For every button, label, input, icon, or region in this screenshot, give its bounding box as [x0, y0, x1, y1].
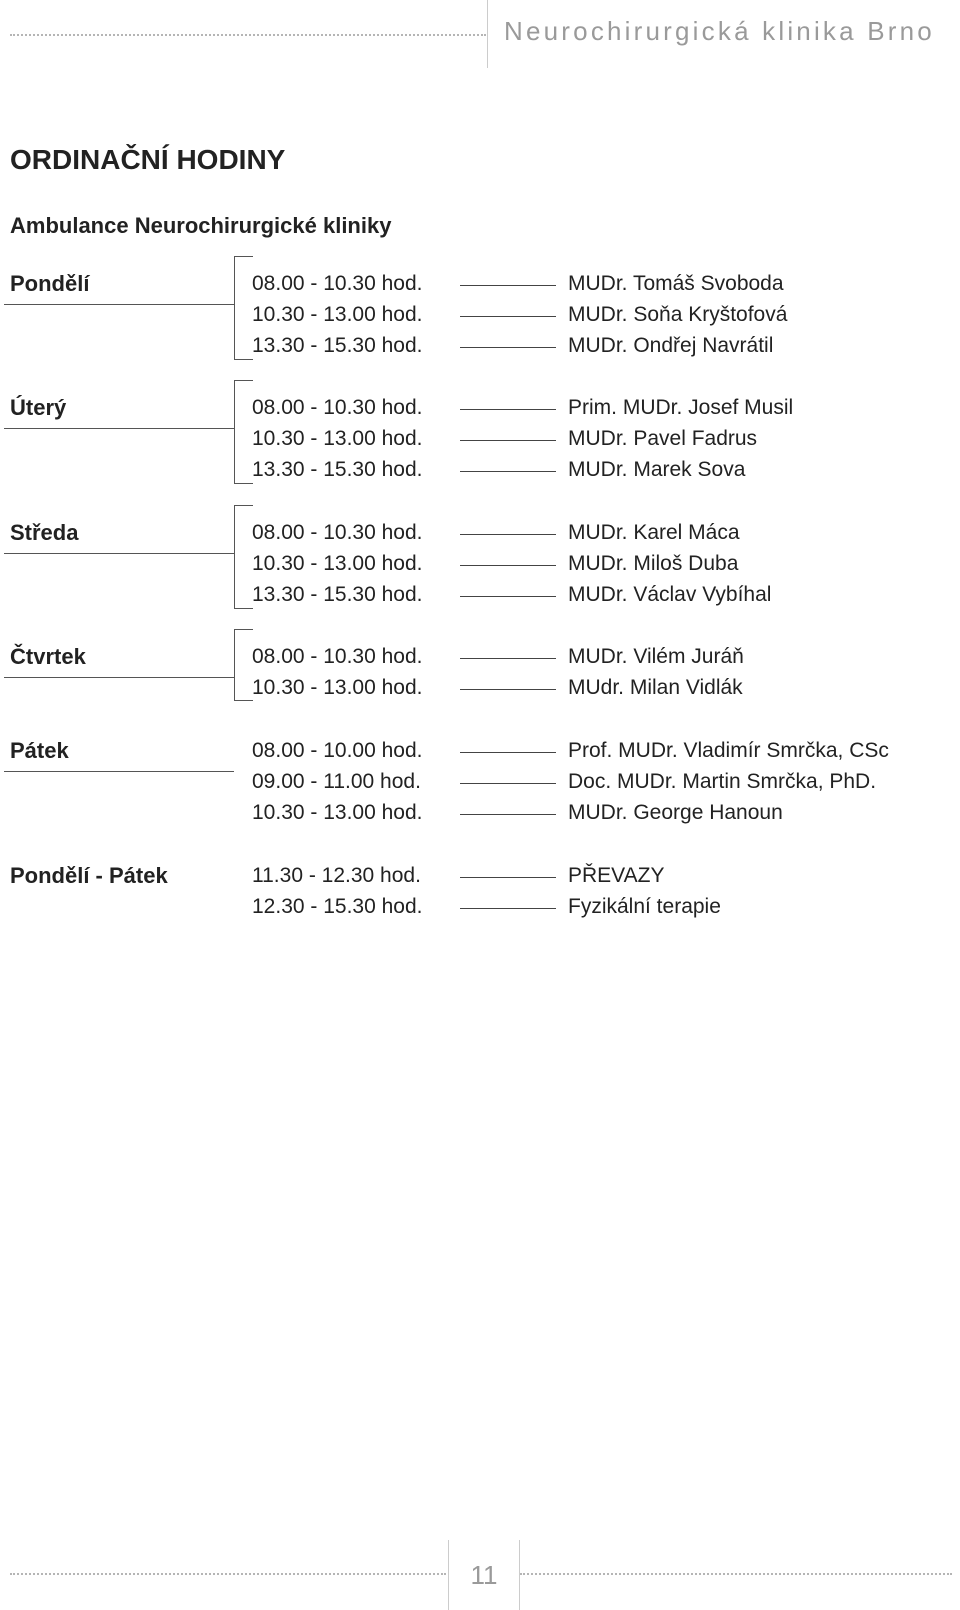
row-doctor: MUDr. Vilém Juráň — [568, 645, 744, 668]
schedule-row — [0, 270, 960, 298]
row-time: 10.30 - 13.00 hod. — [252, 801, 423, 825]
page-subtitle: Ambulance Neurochirurgické kliniky — [10, 213, 392, 238]
row-time: 10.30 - 13.00 hod. — [252, 676, 423, 700]
schedule-row — [0, 862, 960, 890]
row-doctor: MUDr. Karel Máca — [568, 521, 740, 544]
schedule-row — [0, 768, 960, 796]
row-doctor: Prof. MUDr. Vladimír Smrčka, CSc — [568, 739, 889, 762]
row-connector-line — [460, 347, 556, 348]
row-doctor: MUDr. George Hanoun — [568, 801, 783, 825]
row-time: 11.30 - 12.30 hod. — [252, 864, 421, 887]
row-time: 10.30 - 13.00 hod. — [252, 303, 423, 327]
row-time: 08.00 - 10.30 hod. — [252, 272, 423, 295]
row-connector-line — [460, 565, 556, 566]
row-time: 12.30 - 15.30 hod. — [252, 895, 423, 919]
row-connector-line — [460, 316, 556, 317]
footer-divider-right — [519, 1540, 520, 1610]
row-time: 08.00 - 10.00 hod. — [252, 739, 423, 762]
schedule-row — [0, 674, 960, 702]
row-time: 09.00 - 11.00 hod. — [252, 770, 421, 794]
footer-dotted-rule-right — [520, 1573, 952, 1575]
row-doctor: MUDr. Ondřej Navrátil — [568, 334, 774, 358]
schedule-row — [0, 799, 960, 827]
row-time: 10.30 - 13.00 hod. — [252, 552, 423, 576]
schedule-row — [0, 737, 960, 765]
row-connector-line — [460, 534, 556, 535]
schedule-row — [0, 893, 960, 921]
row-connector-line — [460, 752, 556, 753]
row-connector-line — [460, 285, 556, 286]
row-doctor: MUDr. Tomáš Svoboda — [568, 272, 784, 295]
row-doctor: MUDr. Miloš Duba — [568, 552, 739, 576]
row-connector-line — [460, 409, 556, 410]
row-time: 13.30 - 15.30 hod. — [252, 458, 423, 482]
row-doctor: Doc. MUDr. Martin Smrčka, PhD. — [568, 770, 877, 794]
day-label: Pátek — [10, 738, 69, 763]
row-time: 13.30 - 15.30 hod. — [252, 334, 423, 358]
row-time: 13.30 - 15.30 hod. — [252, 583, 423, 607]
schedule-row — [0, 643, 960, 671]
schedule-row — [0, 581, 960, 609]
schedule-row — [0, 332, 960, 360]
row-time: 08.00 - 10.30 hod. — [252, 396, 423, 419]
row-connector-line — [460, 471, 556, 472]
row-doctor: MUdr. Milan Vidlák — [568, 676, 743, 700]
row-time: 08.00 - 10.30 hod. — [252, 521, 423, 544]
row-time: 10.30 - 13.00 hod. — [252, 427, 423, 451]
row-connector-line — [460, 596, 556, 597]
day-label: Čtvrtek — [10, 644, 86, 669]
row-connector-line — [460, 783, 556, 784]
row-doctor: MUDr. Pavel Fadrus — [568, 427, 758, 451]
day-label: Středa — [10, 520, 79, 545]
schedule-row — [0, 456, 960, 484]
row-connector-line — [460, 814, 556, 815]
footer-dotted-rule-left — [10, 1573, 446, 1575]
header-title: Neurochirurgická klinika Brno — [504, 16, 935, 46]
schedule-row — [0, 519, 960, 547]
row-doctor: MUDr. Soňa Kryštofová — [568, 303, 788, 327]
row-connector-line — [460, 908, 556, 909]
row-connector-line — [460, 440, 556, 441]
page-title: ORDINAČNÍ HODINY — [10, 144, 286, 175]
row-doctor: PŘEVAZY — [568, 864, 665, 887]
schedule-row — [0, 394, 960, 422]
row-time: 08.00 - 10.30 hod. — [252, 645, 423, 668]
row-connector-line — [460, 658, 556, 659]
row-doctor: MUDr. Marek Sova — [568, 458, 746, 482]
row-connector-line — [460, 689, 556, 690]
day-label: Pondělí - Pátek — [10, 863, 168, 888]
row-doctor: MUDr. Václav Vybíhal — [568, 583, 772, 607]
schedule-row — [0, 550, 960, 578]
row-connector-line — [460, 877, 556, 878]
day-label: Pondělí — [10, 271, 90, 296]
schedule-row — [0, 301, 960, 329]
row-doctor: Fyzikální terapie — [568, 895, 721, 919]
day-label: Úterý — [10, 395, 67, 420]
row-doctor: Prim. MUDr. Josef Musil — [568, 396, 794, 419]
page-number: 11 — [470, 1560, 498, 1590]
schedule-row — [0, 425, 960, 453]
